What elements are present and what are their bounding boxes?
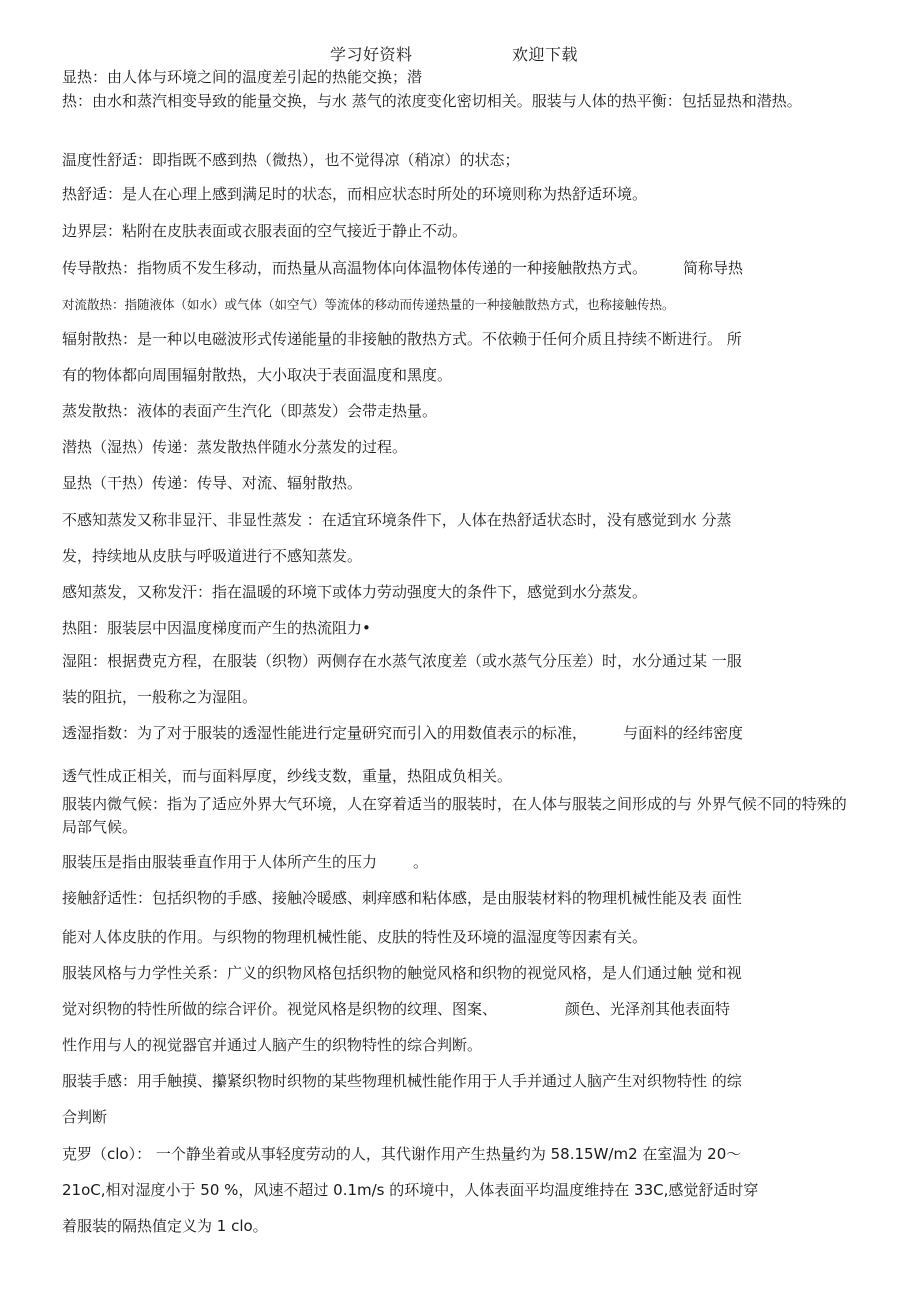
line-contact-comfort-cont: 能对人体皮肤的作用。与织物的物理机械性能、皮肤的特性及环境的温湿度等因素有关。: [62, 928, 648, 946]
line-fabric-style-tail: 颜色、光泽剂其他表面特: [565, 1000, 731, 1018]
line-boundary-layer: 边界层：粘附在皮肤表面或衣服表面的空气接近于静止不动。: [62, 222, 468, 240]
line-radiation-cont: 有的物体都向周围辐射散热，大小取决于表面温度和黑度。: [62, 366, 453, 384]
line-fabric-style-end: 性作用与人的视觉器官并通过人脑产生的织物特性的综合判断。: [62, 1036, 483, 1054]
line-latent-heat: 热：由水和蒸汽相变导致的能量交换，与水 蒸气的浓度变化密切相关。服装与人体的热平衡：包括显热和潜热。: [62, 92, 802, 110]
line-convection: 对流散热：指随液体（如水）或气体（如空气）等流体的移动而传递热量的一种接触散热方式，也称接触传热。: [62, 297, 675, 312]
line-clo-cont: 21oC,相对湿度小于 50 %，风速不超过 0.1m/s 的环境中，人体表面平均温度维持在 33C,感觉舒适时穿: [62, 1181, 759, 1199]
line-fabric-style-cont: [62, 998, 852, 1021]
line-sensible-heat: 显热：由人体与环境之间的温度差引起的热能交换；潜: [62, 68, 423, 86]
line-permeability-tail: 与面料的经纬密度: [623, 724, 744, 742]
line-permeability-text: 透湿指数：为了对于服装的透湿性能进行定量研究而引入的用数值表示的标准，: [62, 724, 588, 742]
line-moisture-resistance-cont: 装的阻抗，一般称之为湿阻。: [62, 688, 258, 706]
line-thermal-comfort: 热舒适：是人在心理上感到满足时的状态，而相应状态时所处的环境则称为热舒适环境。: [62, 185, 648, 203]
line-permeability-index: [62, 722, 852, 745]
line-latent-transfer: 潜热（湿热）传递：蒸发散热伴随水分蒸发的过程。: [62, 438, 408, 456]
line-sensible-transfer: 显热（干热）传递：传导、对流、辐射散热。: [62, 474, 363, 492]
line-thermal-resistance: 热阻：服装层中因温度梯度而产生的热流阻力•: [62, 619, 371, 637]
line-evaporation: 蒸发散热：液体的表面产生汽化（即蒸发）会带走热量。: [62, 402, 438, 420]
line-clothing-pressure: [62, 851, 852, 874]
line-conduction: [62, 257, 852, 280]
line-hand-feel: 服装手感：用手触摸、攥紧织物时织物的某些物理机械性能作用于人手并通过人脑产生对织物特性 的综: [62, 1072, 742, 1090]
line-permeability-cont: 透气性成正相关，而与面料厚度，纱线支数，重量，热阻成负相关。: [62, 767, 513, 785]
line-pressure-tail: 。: [413, 853, 429, 871]
header-left-text: 学习好资料: [330, 45, 413, 64]
line-contact-comfort: 接触舒适性：包括织物的手感、接触冷暖感、刺痒感和粘体感，是由服装材料的物理机械性能及表 面性: [62, 889, 742, 907]
line-hand-feel-cont: 合判断: [62, 1108, 108, 1126]
line-conduction-tail: 简称导热: [683, 259, 744, 277]
line-moisture-resistance: 湿阻：根据费克方程，在服装（织物）两侧存在水蒸气浓度差（或水蒸气分压差）时，水分通过某 一服: [62, 652, 742, 670]
line-insensible-evap-cont: 发，持续地从皮肤与呼吸道进行不感知蒸发。: [62, 547, 363, 565]
line-clo-end: 着服装的隔热值定义为 1 clo。: [62, 1217, 268, 1235]
line-clo: 克罗（clo）： 一个静坐着或从事轻度劳动的人，其代谢作用产生热量约为 58.15W/m2 在室温为 20～: [62, 1145, 742, 1163]
line-pressure-text: 服装压是指由服装垂直作用于人体所产生的压力: [62, 853, 378, 871]
header-right-text: 欢迎下载: [512, 45, 579, 64]
line-radiation: 辐射散热：是一种以电磁波形式传递能量的非接触的散热方式。不依赖于任何介质且持续不断进行。 所: [62, 330, 742, 348]
line-conduction-text: 传导散热：指物质不发生移动，而热量从高温物体向体温物体传递的一种接触散热方式。: [62, 259, 648, 277]
line-fabric-style-text: 觉对织物的特性所做的综合评价。视觉风格是织物的纹理、图案、: [62, 1000, 498, 1018]
line-microclimate: 服装内微气候：指为了适应外界大气环境，人在穿着适当的服装时，在人体与服装之间形成的与 外界气候不同的特殊的局部气候。: [62, 795, 847, 836]
line-fabric-style: 服装风格与力学性关系：广义的织物风格包括织物的触觉风格和织物的视觉风格，是人们通过触 觉和视: [62, 964, 742, 982]
line-insensible-evap: 不感知蒸发又称非显汗、非显性蒸发 ：在适宜环境条件下，人体在热舒适状态时，没有感觉到水 分蒸: [62, 511, 732, 529]
line-sensible-evap: 感知蒸发，又称发汗：指在温暖的环境下或体力劳动强度大的条件下，感觉到水分蒸发。: [62, 583, 648, 601]
line-temperature-comfort: 温度性舒适：即指既不感到热（微热），也不觉得凉（稍凉）的状态；: [62, 151, 520, 169]
